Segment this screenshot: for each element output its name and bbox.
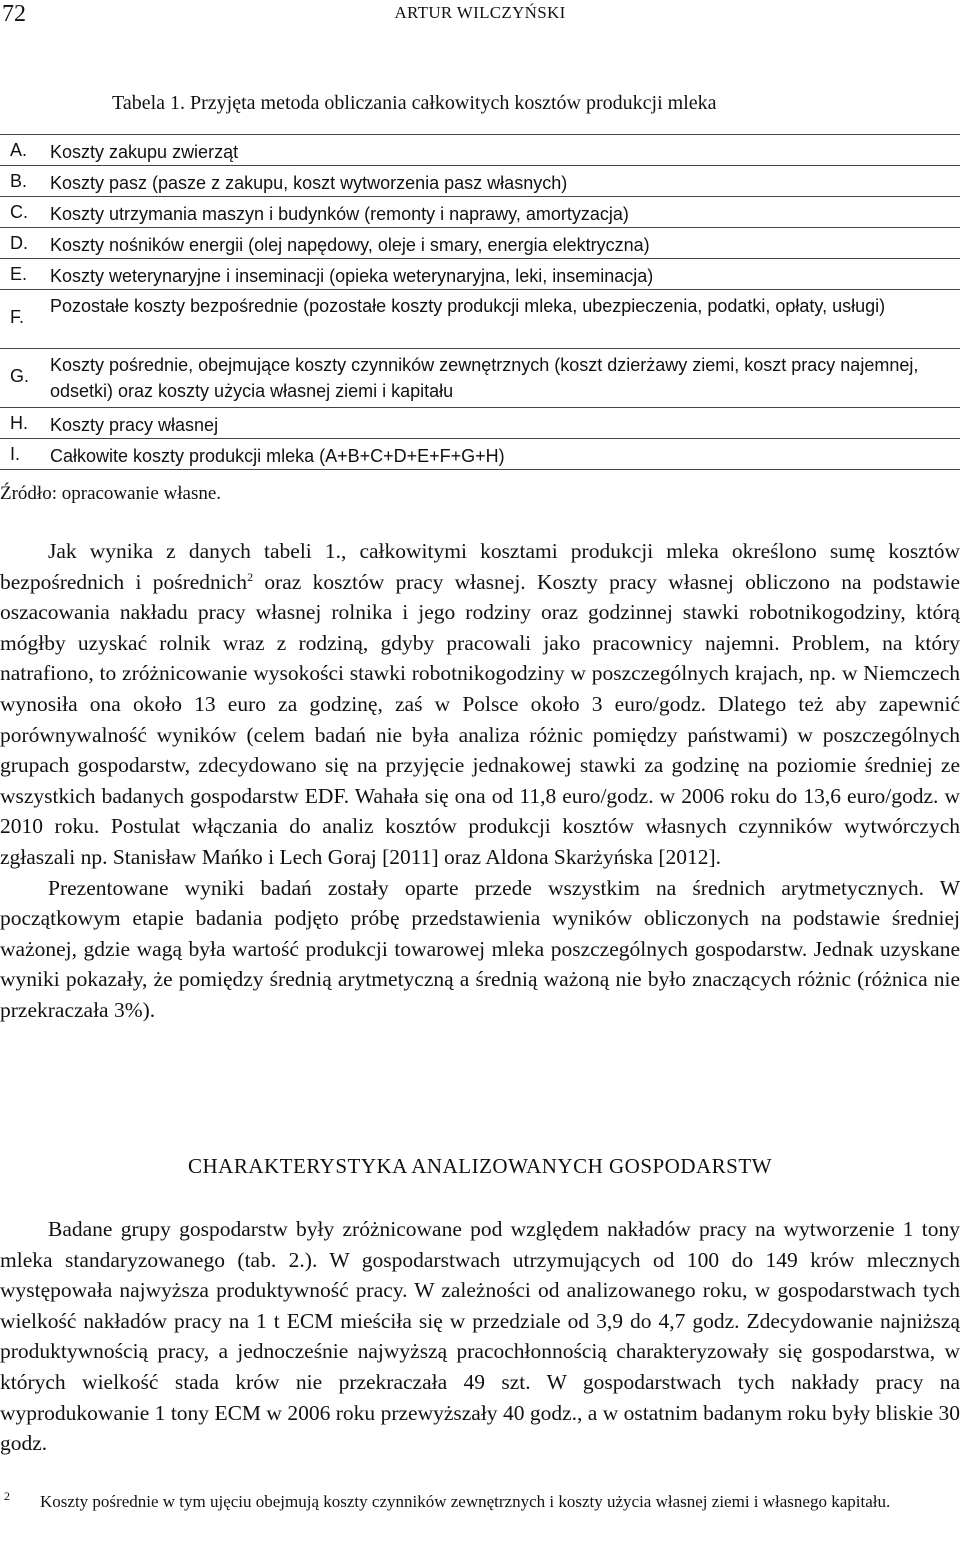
row-letter: B. [10, 171, 28, 191]
body-section-1 [0, 536, 960, 1026]
row-letter: D. [10, 233, 28, 253]
table-row [0, 289, 960, 348]
row-letter: E. [10, 264, 28, 284]
footnote-marker: 2 [4, 1489, 10, 1503]
table-caption: Tabela 1. Przyjęta metoda obliczania całkowitych kosztów produkcji mleka [112, 92, 717, 114]
paragraph-1-rest: oraz kosztów pracy własnej. Koszty pracy własnej obliczono na podstawie oszacowania nakładu pracy własnej rolnika i jego rodziny oraz godzinnej stawki robotnikogodziny, którą mógłby uzyskać rolnik wraz z rodziną, gdyby pracowali jako pracownicy najemni. Problem, na który natrafiono, to zróżnicowanie wysokości stawki robotnikogodziny w poszczególnych krajach, np. w Niemczech wynosiła ona około 13 euro za godzinę, zaś w Polsce około 3 euro/godz. Dlatego też aby zapewnić porównywalność wyników (celem badań nie była analiza różnic pomiędzy państwami) w poszczególnych grupach gospodarstw, zdecydowano się na przyjęcie jednakowej stawki za godzinę na poziomie średniej ze wszystkich badanych gospodarstw EDF. Wahała się ona od 11,8 euro/godz. w 2006 roku do 13,6 euro/godz. w 2010 roku. Postulat włączania do analiz kosztów produkcji kosztów własnych czynników wytwórczych zgłaszali np. Stanisław Mańko i Lech Goraj [2011] oraz Aldona Skarżyńska [2012]. [0, 569, 960, 869]
row-letter: A. [10, 140, 28, 160]
table-row [0, 196, 960, 227]
row-text: Całkowite koszty produkcji mleka (A+B+C+D+E+F+G+H) [50, 446, 505, 466]
table-source-note: Źródło: opracowanie własne. [0, 483, 222, 504]
table-row [0, 407, 960, 438]
table-row [0, 134, 960, 165]
paragraph-1 [0, 536, 960, 873]
footnote [0, 1490, 960, 1514]
row-letter: C. [10, 202, 28, 222]
table-row [0, 348, 960, 407]
page-number: 72 [2, 1, 26, 27]
table-row [0, 227, 960, 258]
row-text: Koszty utrzymania maszyn i budynków (remonty i naprawy, amortyzacja) [50, 204, 629, 224]
paragraph-1-start: Jak wynika z danych tabeli 1., całkowitymi kosztami produkcji mleka określono sumę kosztów bezpośrednich i pośrednich [0, 539, 960, 594]
table-row [0, 438, 960, 470]
row-text: Koszty zakupu zwierząt [50, 142, 239, 162]
row-letter: F. [10, 307, 25, 327]
row-text: Koszty pośrednie, obejmujące koszty czynników zewnętrznych (koszt dzierżawy ziemi, koszt pracy najemnej, odsetki) oraz koszty użycia własnej ziemi i kapitału [50, 355, 919, 401]
row-letter: H. [10, 413, 28, 433]
row-letter: I. [10, 444, 21, 464]
footnote-reference: 2 [247, 569, 254, 584]
table-row [0, 258, 960, 289]
section-title: CHARAKTERYSTYKA ANALIZOWANYCH GOSPODARSTW [187, 1154, 773, 1178]
table-row [0, 165, 960, 196]
row-text: Koszty pasz (pasze z zakupu, koszt wytworzenia pasz własnych) [50, 173, 568, 193]
cost-method-table [0, 134, 960, 470]
row-text: Koszty pracy własnej [50, 415, 219, 435]
row-text: Koszty nośników energii (olej napędowy, oleje i smary, energia elektryczna) [50, 235, 650, 255]
row-letter: G. [10, 366, 30, 386]
footnote-text: Koszty pośrednie w tym ujęciu obejmują koszty czynników zewnętrznych i koszty użycia własnej ziemi i własnego kapitału. [40, 1492, 891, 1511]
row-text: Pozostałe koszty bezpośrednie (pozostałe koszty produkcji mleka, ubezpieczenia, podatki, opłaty, usługi) [50, 296, 886, 316]
page-header [0, 0, 960, 28]
paragraph-3: Badane grupy gospodarstw były zróżnicowane pod względem nakładów pracy na wytworzenie 1 tony mleka standaryzowanego (tab. 2.). W gospodarstwach utrzymujących od 100 do 149 krów mlecznych występowała najwyższa produktywność pracy. W zależności od analizowanego roku, w gospodarstwach tych wielkość nakładów pracy na 1 t ECM mieściła się w przedziale od 3,9 do 4,7 godz. Zdecydowanie najniższą produktywnością pracy, a jednocześnie najwyższą pracochłonnością charakteryzowały się gospodarstwa, w których wielkość stada krów nie przekraczała 49 szt. W gospodarstwach tych nakłady pracy na wyprodukowanie 1 tony ECM w 2006 roku przewyższały 40 godz., a w ostatnim badanym roku były bliskie 30 godz. [0, 1217, 960, 1456]
paragraph-2: Prezentowane wyniki badań zostały oparte przede wszystkim na średnich arytmetycznych. W początkowym etapie badania podjęto próbę przedstawienia wyników obliczonych na podstawie średniej ważonej, gdzie wagą była wartość produkcji towarowej mleka poszczególnych gospodarstw. Jednak uzyskane wyniki pokazały, że pomiędzy średnią arytmetyczną a średnią ważoną nie było znaczących różnic (różnica nie przekraczała 3%). [0, 875, 960, 1022]
row-text: Koszty weterynaryjne i inseminacji (opieka weterynaryjna, leki, inseminacja) [50, 266, 654, 286]
body-section-2 [0, 1214, 960, 1459]
running-head: ARTUR WILCZYŃSKI [394, 3, 566, 22]
